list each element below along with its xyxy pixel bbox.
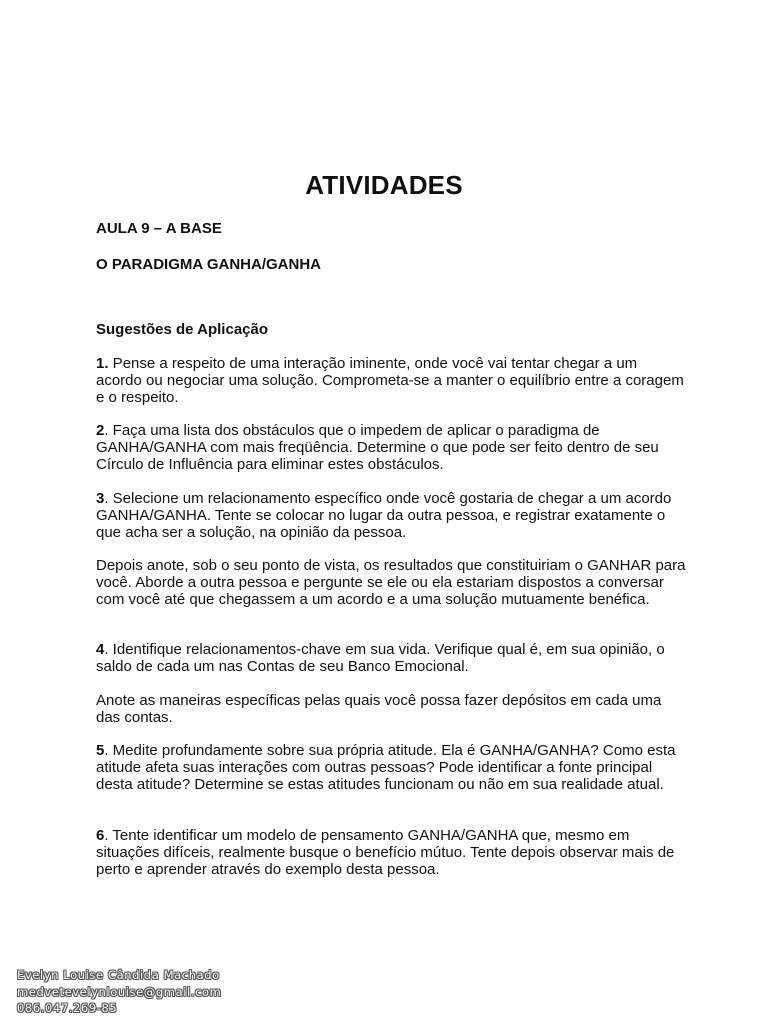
document-title: ATIVIDADES bbox=[305, 170, 463, 200]
item-6-text: . Tente identificar um modelo de pensamento GANHA/GANHA que, mesmo em situações difíceis, realmente busque o benefício mútuo. Tente depois observar mais de perto e aprender através do exemplo desta pessoa. bbox=[96, 827, 675, 878]
item-6 bbox=[96, 827, 686, 878]
item-6-number: 6 bbox=[96, 827, 105, 844]
item-4-continuation-text: Anote as maneiras específicas pelas quais você possa fazer depósitos em cada uma das contas. bbox=[96, 692, 662, 726]
item-5-text: . Medite profundamente sobre sua própria atitude. Ela é GANHA/GANHA? Como esta atitude afeta suas interações com outras pessoas? Pode identificar a fonte principal desta atitude? Determine se estas atitudes funcionam ou não em sua realidade atual. bbox=[96, 742, 676, 793]
section-heading: Sugestões de Aplicação bbox=[96, 321, 269, 338]
item-3-continuation bbox=[96, 557, 686, 608]
watermark-id: 086.047.269-85 bbox=[17, 1001, 118, 1015]
item-2-number: 2 bbox=[96, 422, 105, 439]
item-4-number: 4 bbox=[96, 641, 105, 658]
item-1 bbox=[96, 355, 686, 406]
item-3-number: 3 bbox=[96, 490, 105, 507]
watermark-email: medvetevelynlouise@gmail.com bbox=[17, 985, 222, 999]
watermark-name: Evelyn Louise Cândida Machado bbox=[17, 968, 220, 982]
item-3 bbox=[96, 490, 686, 541]
item-5-number: 5 bbox=[96, 742, 105, 759]
item-4 bbox=[96, 641, 686, 675]
item-4-continuation bbox=[96, 692, 686, 726]
lesson-heading: AULA 9 – A BASE bbox=[96, 220, 222, 237]
item-2-text: . Faça uma lista dos obstáculos que o impedem de aplicar o paradigma de GANHA/GANHA com mais freqüência. Determine o que pode ser feito dentro de seu Círculo de Influência para eliminar estes obstáculos. bbox=[96, 422, 659, 473]
item-3-continuation-text: Depois anote, sob o seu ponto de vista, os resultados que constituiriam o GANHAR para você. Aborde a outra pessoa e pergunte se ele ou ela estariam dispostos a conversar com você até que chegassem a um acordo e a uma solução mutuamente benéfica. bbox=[96, 557, 686, 608]
item-1-text: Pense a respeito de uma interação iminente, onde você vai tentar chegar a um acordo ou negociar uma solução. Comprometa-se a manter o equilíbrio entre a coragem e o respeito. bbox=[96, 355, 684, 406]
item-5 bbox=[96, 742, 686, 793]
item-4-text: . Identifique relacionamentos-chave em sua vida. Verifique qual é, em sua opinião, o saldo de cada um nas Contas de seu Banco Emocional. bbox=[96, 641, 665, 675]
item-3-text: . Selecione um relacionamento específico onde você gostaria de chegar a um acordo GANHA/GANHA. Tente se colocar no lugar da outra pessoa, e registrar exatamente o que acha ser a solução, na opinião da pessoa. bbox=[96, 490, 672, 541]
item-2 bbox=[96, 422, 686, 473]
paradigm-heading: O PARADIGMA GANHA/GANHA bbox=[96, 256, 321, 273]
item-1-number: 1. bbox=[96, 355, 109, 372]
